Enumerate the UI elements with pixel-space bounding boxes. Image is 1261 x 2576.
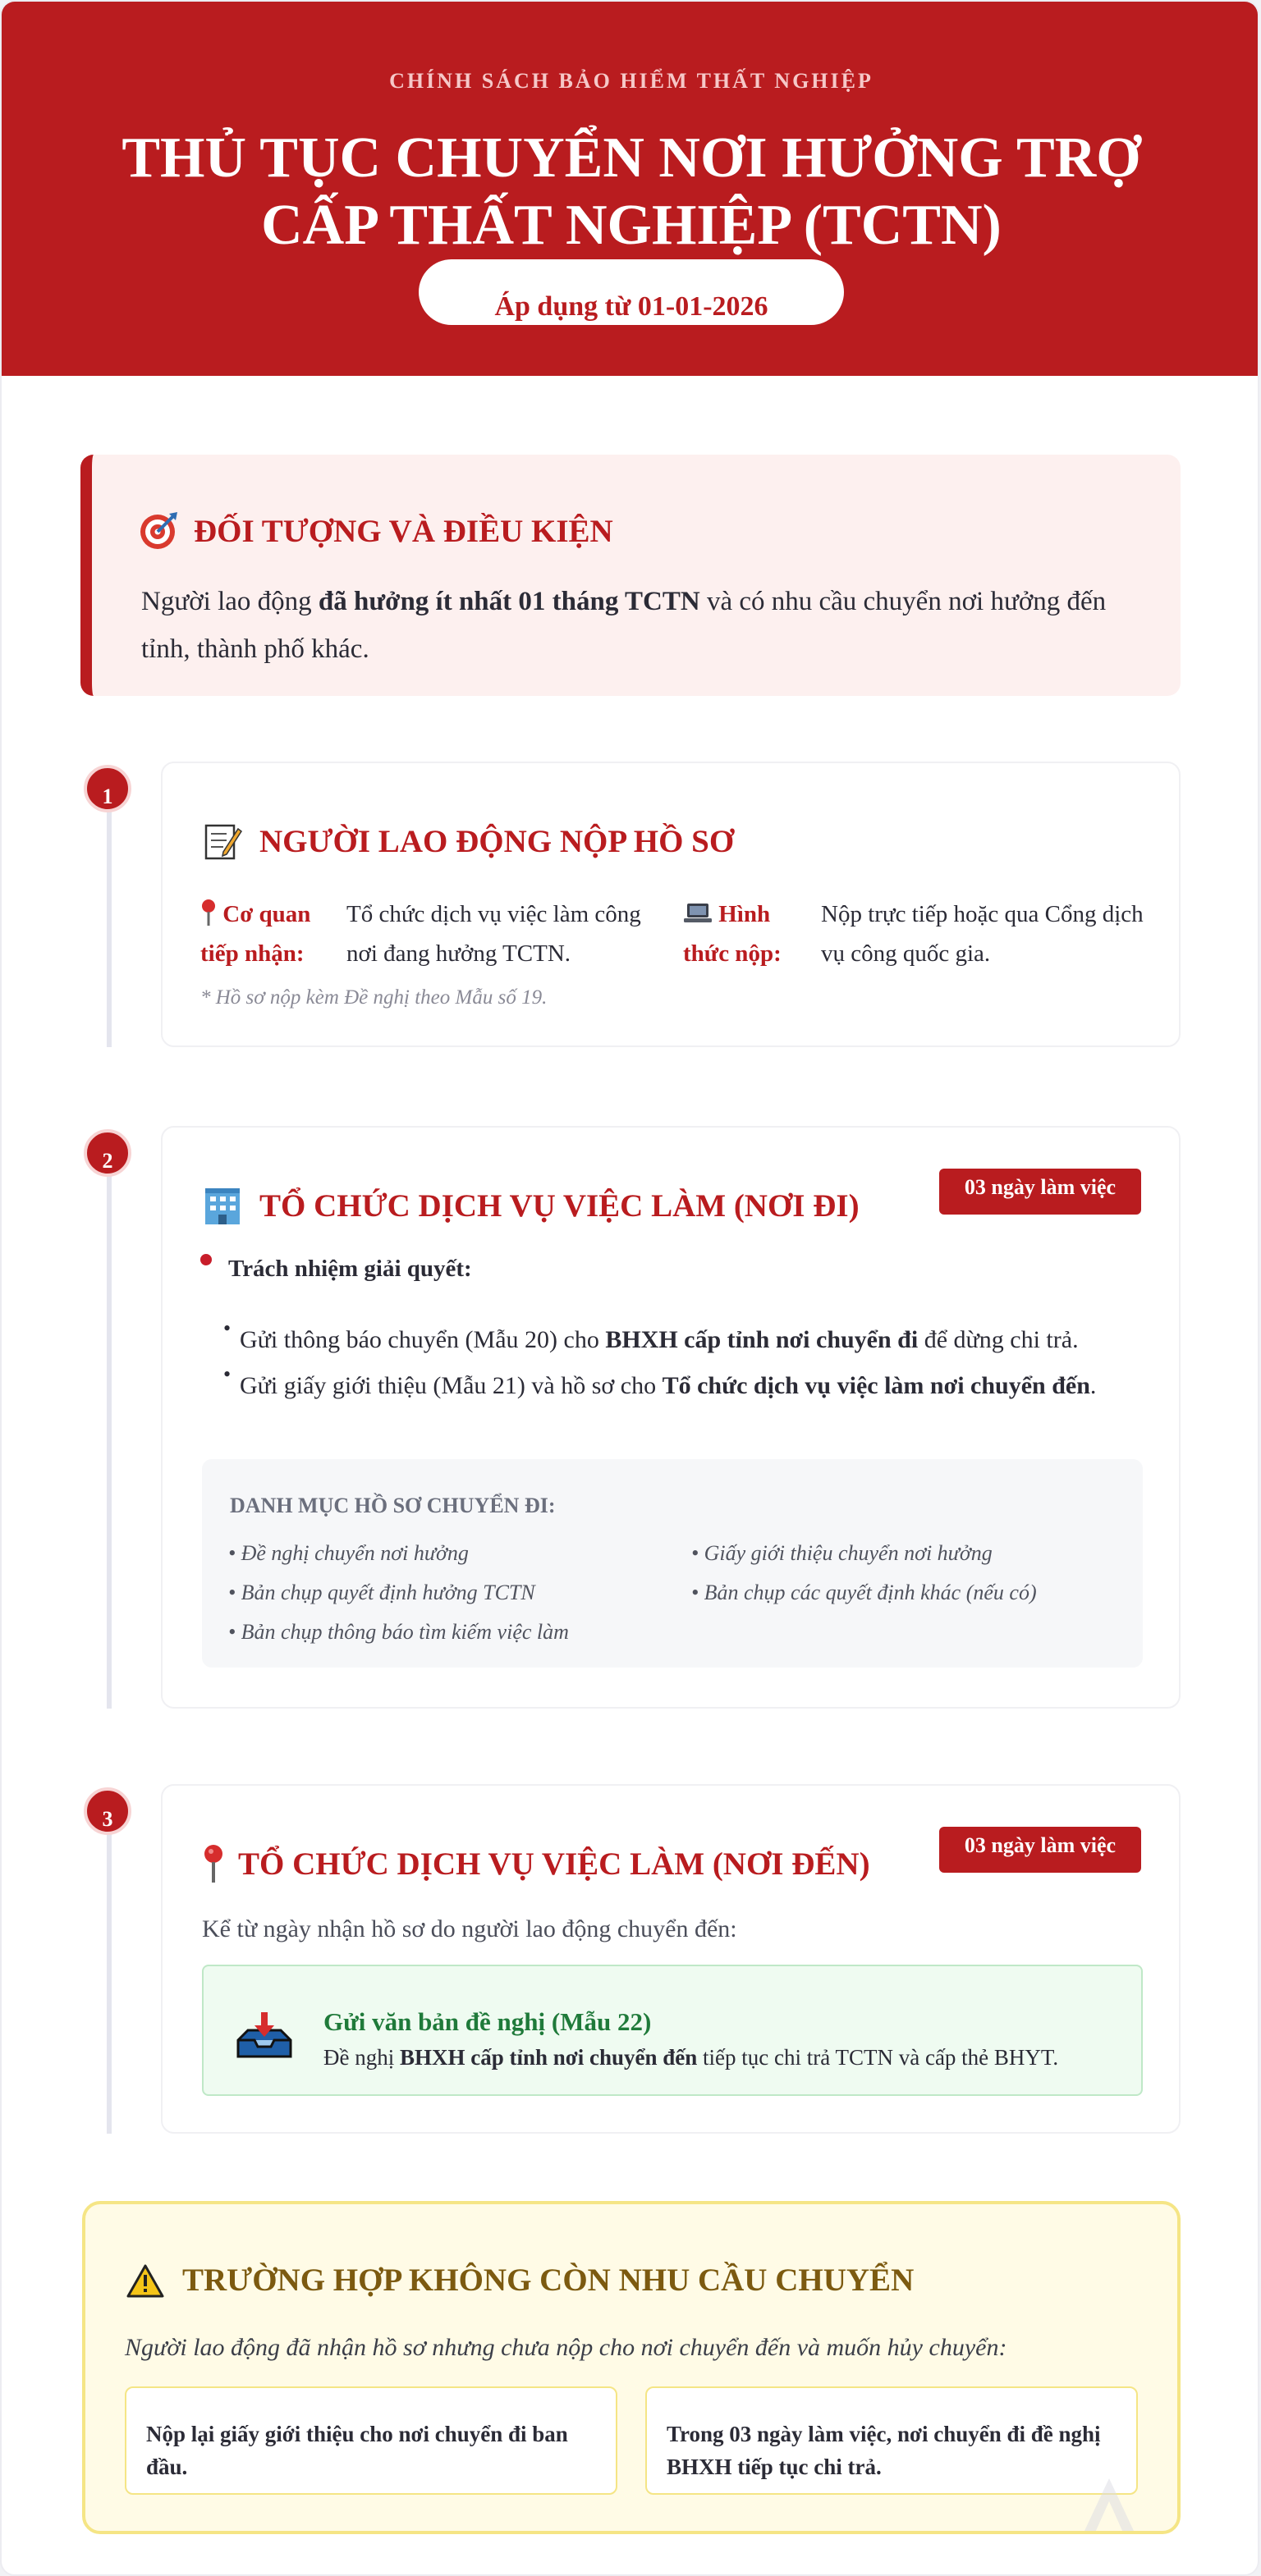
page-title (2, 125, 1259, 259)
document-item: • Bản chụp các quyết định khác (nếu có) (691, 1581, 1037, 1604)
eligibility-text (141, 578, 1159, 673)
header-kicker: CHÍNH SÁCH BẢO HIỂM THẤT NGHIỆP (389, 69, 874, 93)
watermark-chevron-icon (1080, 2475, 1138, 2533)
target-icon (138, 510, 179, 551)
responsibility-bullet-1: • Gửi thông báo chuyển (Mẫu 20) cho BHXH cấp tỉnh nơi chuyển đi để dừng chi trả. (223, 1316, 1079, 1353)
step-1-title: NGƯỜI LAO ĐỘNG NỘP HỒ SƠ (259, 823, 735, 859)
action-text-part: Đề nghị (323, 2045, 400, 2070)
eligibility-text-part: Người lao động (141, 587, 319, 616)
method-label-line-2: thức nộp: (683, 940, 782, 967)
step-3-intro: Kể từ ngày nhận hồ sơ do người lao động chuyển đến: (202, 1915, 737, 1942)
cancel-title: TRƯỜNG HỢP KHÔNG CÒN NHU CẦU CHUYỂN (182, 2263, 915, 2298)
step-1-note: * Hồ sơ nộp kèm Đề nghị theo Mẫu số 19. (200, 986, 548, 1009)
office-building-icon (202, 1185, 243, 1226)
action-text (323, 2045, 1058, 2070)
step-3-number: 3 (84, 1787, 131, 1835)
method-label-line-1: Hình (718, 901, 771, 927)
bullet-2-highlight: Tổ chức dịch vụ việc làm nơi chuyển đến (662, 1372, 1090, 1399)
timeline-rail-3 (107, 1812, 112, 2134)
cancel-option-1 (125, 2386, 617, 2495)
warning-icon (126, 2263, 164, 2298)
action-highlight: BHXH cấp tỉnh nơi chuyển đến (399, 2045, 698, 2070)
step-2-title: TỔ CHỨC DỊCH VỤ VIỆC LÀM (NƠI ĐI) (259, 1187, 860, 1224)
document-item: • Bản chụp quyết định hưởng TCTN (228, 1581, 535, 1604)
action-text-part: tiếp tục chi trả TCTN và cấp thẻ BHYT. (697, 2045, 1059, 2070)
step-2-duration-badge: 03 ngày làm việc (939, 1169, 1141, 1215)
inbox-tray-icon (235, 2012, 294, 2061)
document-item: • Bản chụp thông báo tìm kiếm việc làm (228, 1620, 569, 1644)
method-value: Nộp trực tiếp hoặc qua Cổng dịch vụ công quốc gia. (821, 901, 1144, 967)
page-title-line-1: THỦ TỤC CHUYỂN NƠI HƯỞNG TRỢ (122, 126, 1141, 190)
step-2-number: 2 (84, 1129, 131, 1177)
eligibility-card (80, 455, 1181, 696)
bullet-2-text: . (1089, 1372, 1097, 1399)
step-1-card (161, 762, 1181, 1047)
laptop-icon (683, 901, 713, 924)
cancel-card (82, 2201, 1181, 2534)
header-banner (2, 2, 1259, 376)
pushpin-icon (200, 899, 217, 927)
responsibility-bullet-2: • Gửi giấy giới thiệu (Mẫu 21) và hồ sơ cho Tổ chức dịch vụ việc làm nơi chuyển đến. (223, 1362, 1097, 1399)
agency-label-line-1: Cơ quan (222, 901, 311, 927)
step-3-card (161, 1784, 1181, 2134)
eligibility-text-part: và có nhu cầu chuyển nơi hưởng đến tỉnh, thành phố khác. (141, 587, 1107, 664)
effective-date-pill: Áp dụng từ 01-01-2026 (419, 259, 844, 325)
step-3-duration-badge: 03 ngày làm việc (939, 1827, 1141, 1873)
agency-value: Tổ chức dịch vụ việc làm công nơi đang hưởng TCTN. (346, 901, 641, 967)
step-1-number: 1 (84, 765, 131, 812)
timeline-rail-1 (107, 789, 112, 1047)
page-title-line-2: CẤP THẤT NGHIỆP (TCTN) (261, 194, 1002, 257)
bullet-1-text: để dừng chi trả. (918, 1326, 1079, 1353)
eligibility-title: ĐỐI TƯỢNG VÀ ĐIỀU KIỆN (194, 513, 613, 549)
agency-label-line-2: tiếp nhận: (200, 940, 305, 967)
cancel-option-2-text: Trong 03 ngày làm việc, nơi chuyển đi đề nghị BHXH tiếp tục chi trả. (667, 2422, 1101, 2479)
step-3-title: TỔ CHỨC DỊCH VỤ VIỆC LÀM (NƠI ĐẾN) (238, 1846, 870, 1882)
cancel-intro: Người lao động đã nhận hồ sơ nhưng chưa nộp cho nơi chuyển đến và muốn hủy chuyển: (125, 2334, 1007, 2361)
cancel-option-2 (645, 2386, 1138, 2495)
documents-title: DANH MỤC HỒ SƠ CHUYỂN ĐI: (230, 1494, 556, 1517)
eligibility-highlight: đã hưởng ít nhất 01 tháng TCTN (318, 587, 700, 616)
cancel-option-1-text: Nộp lại giấy giới thiệu cho nơi chuyển đi ban đầu. (146, 2422, 568, 2479)
action-box (202, 1965, 1143, 2096)
timeline-rail-2 (107, 1154, 112, 1709)
documents-box (202, 1459, 1143, 1668)
round-pushpin-icon (202, 1843, 225, 1884)
action-title: Gửi văn bản đề nghị (Mẫu 22) (323, 2007, 652, 2036)
memo-icon (202, 821, 243, 862)
responsibility-label: Trách nhiệm giải quyết: (228, 1256, 472, 1282)
method-label (683, 895, 814, 973)
bullet-1-highlight: BHXH cấp tỉnh nơi chuyển đi (605, 1326, 919, 1353)
bullet-1-text: Gửi thông báo chuyển (Mẫu 20) cho (240, 1326, 606, 1353)
bullet-2-text: Gửi giấy giới thiệu (Mẫu 21) và hồ sơ cho (240, 1372, 663, 1399)
agency-label (200, 895, 338, 973)
responsibility-dot (200, 1254, 212, 1265)
document-item: • Giấy giới thiệu chuyển nơi hưởng (691, 1541, 993, 1565)
step-2-card (161, 1126, 1181, 1709)
document-item: • Đề nghị chuyển nơi hưởng (228, 1541, 469, 1565)
